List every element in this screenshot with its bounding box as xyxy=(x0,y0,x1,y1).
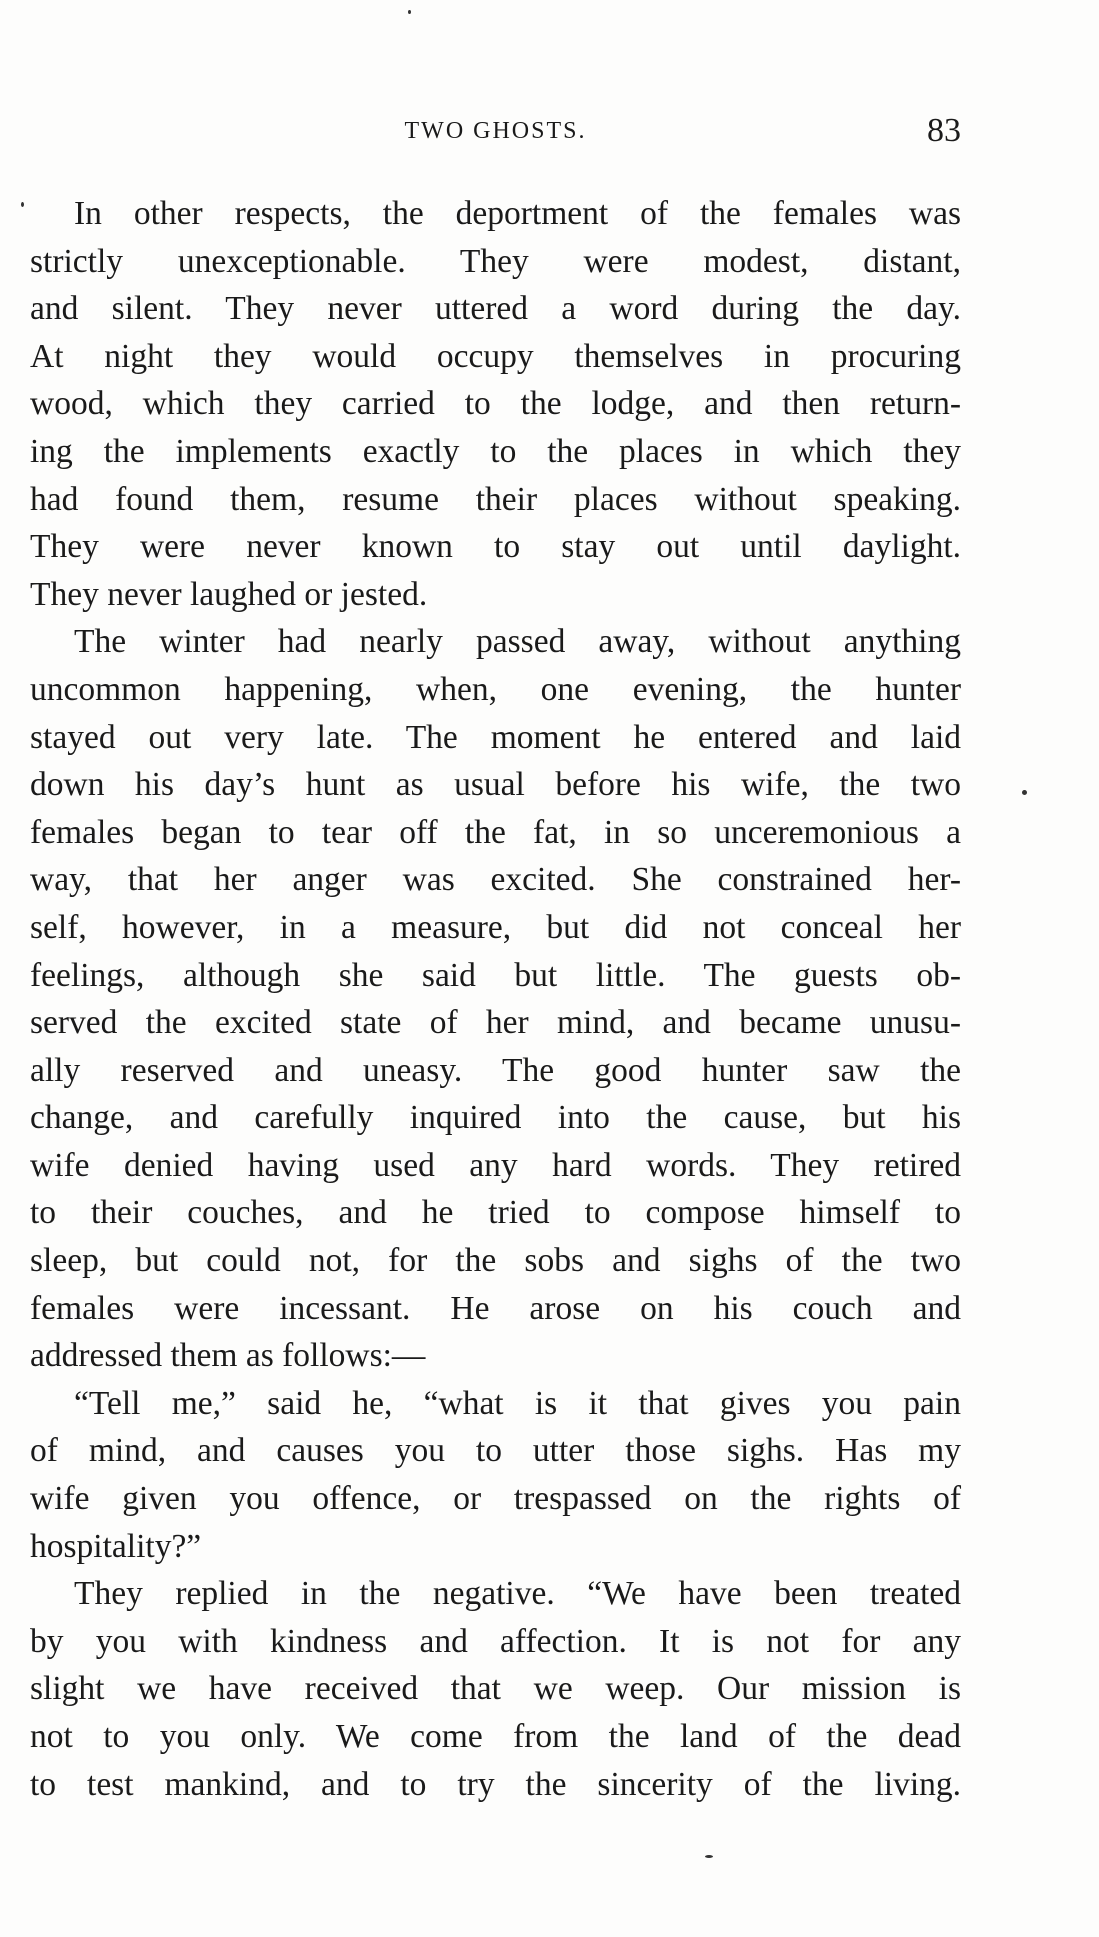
text-line: ally reserved and uneasy. The good hunter saw the xyxy=(30,1051,961,1089)
text-line: uncommon happening, when, one evening, the hunter xyxy=(30,670,961,708)
text-line: not to you only. We come from the land of the dead xyxy=(30,1718,961,1755)
text-line: In other respects, the deportment of the females was xyxy=(74,195,961,232)
scan-speck xyxy=(21,202,24,207)
text-line: sleep, but could not, for the sobs and sighs of the two xyxy=(30,1242,961,1280)
text-line: They replied in the negative. “We have been treated xyxy=(74,1575,961,1613)
text-line: wood, which they carried to the lodge, and then return- xyxy=(30,385,961,423)
body-text xyxy=(30,190,961,1808)
text-line: “Tell me,” said he, “what is it that gives you pain xyxy=(74,1384,961,1422)
text-line: They never laughed or jested. xyxy=(30,575,428,613)
text-line: of mind, and causes you to utter those sighs. Has my xyxy=(30,1432,961,1470)
text-line: and silent. They never uttered a word during the day. xyxy=(30,290,961,328)
text-line: down his day’s hunt as usual before his wife, the two xyxy=(30,766,961,804)
scan-speck xyxy=(705,1855,713,1858)
text-line: wife denied having used any hard words. They retired xyxy=(30,1146,961,1184)
text-line: strictly unexceptionable. They were modest, distant, xyxy=(30,242,961,280)
text-line: stayed out very late. The moment he entered and laid xyxy=(30,718,961,756)
running-title: TWO GHOSTS. xyxy=(404,118,587,144)
text-line: ing the implements exactly to the places in which they xyxy=(30,432,961,470)
text-line: way, that her anger was excited. She constrained her- xyxy=(30,861,961,899)
text-line: by you with kindness and affection. It is not for any xyxy=(30,1622,961,1660)
text-line: had found them, resume their places without speaking. xyxy=(30,480,961,518)
text-line: to their couches, and he tried to compose himself to xyxy=(30,1194,961,1232)
scan-speck xyxy=(408,10,411,14)
page-number: 83 xyxy=(927,112,961,149)
running-head xyxy=(30,112,961,152)
text-line: to test mankind, and to try the sincerity of the living. xyxy=(30,1765,961,1803)
text-line: slight we have received that we weep. Our mission is xyxy=(30,1670,961,1708)
scan-speck xyxy=(1022,790,1027,795)
text-line: The winter had nearly passed away, without anything xyxy=(74,623,961,661)
text-line: change, and carefully inquired into the cause, but his xyxy=(30,1099,961,1137)
text-line: served the excited state of her mind, and became unusu- xyxy=(30,1004,961,1042)
text-line: feelings, although she said but little. The guests ob- xyxy=(30,956,961,994)
text-line: At night they would occupy themselves in procuring xyxy=(30,337,961,375)
text-line: females were incessant. He arose on his couch and xyxy=(30,1289,961,1327)
text-line: They were never known to stay out until daylight. xyxy=(30,528,961,566)
text-line: hospitality?” xyxy=(30,1527,202,1565)
text-line: wife given you offence, or trespassed on the rights of xyxy=(30,1480,961,1518)
text-line: addressed them as follows:— xyxy=(30,1337,426,1375)
text-line: females began to tear off the fat, in so unceremonious a xyxy=(30,813,961,851)
text-line: self, however, in a measure, but did not conceal her xyxy=(30,908,961,946)
